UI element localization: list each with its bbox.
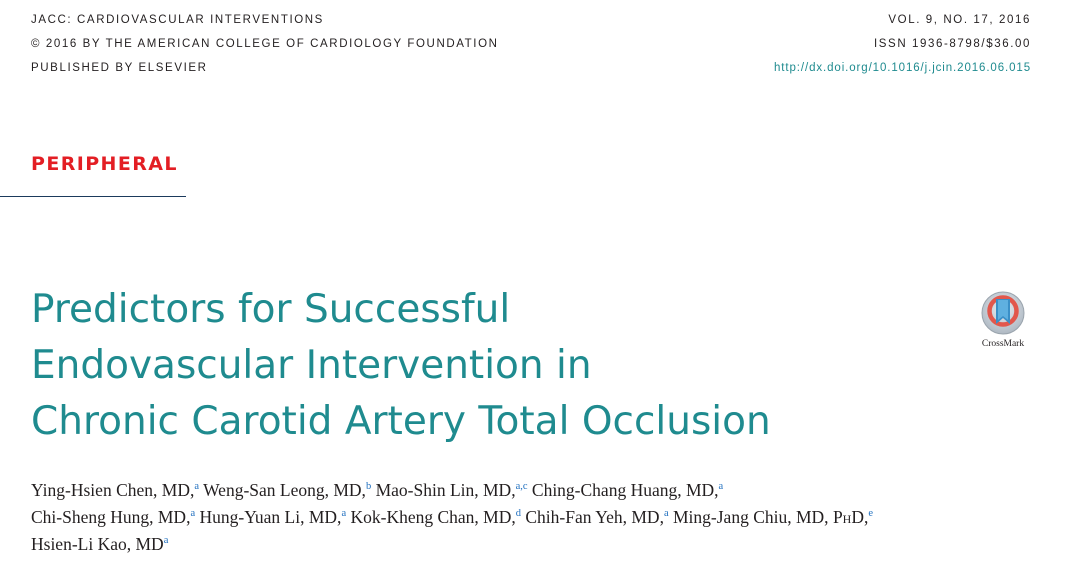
affiliation-marker[interactable]: a	[163, 535, 169, 546]
journal-name: JACC: CARDIOVASCULAR INTERVENTIONS	[31, 14, 324, 26]
affiliation-marker[interactable]: e	[868, 508, 874, 519]
author-line-3	[31, 531, 1051, 558]
title-line-3: Chronic Carotid Artery Total Occlusion	[31, 399, 771, 444]
author-list	[31, 477, 1051, 558]
issn-info: ISSN 1936-8798/$36.00	[873, 38, 1031, 50]
crossmark-icon	[980, 290, 1026, 336]
author-line-1	[31, 477, 1051, 504]
volume-info: VOL. 9, NO. 17, 2016	[888, 14, 1031, 26]
author-name: Hsien-Li Kao, MD	[31, 534, 164, 554]
section-divider	[0, 196, 186, 197]
author-name: Chih-Fan Yeh, MD,	[525, 507, 664, 527]
affiliation-marker[interactable]: d	[515, 508, 521, 519]
crossmark-label: CrossMark	[981, 339, 1025, 349]
section-label: PERIPHERAL	[31, 153, 178, 175]
doi-link[interactable]: http://dx.doi.org/10.1016/j.jcin.2016.06.015	[774, 62, 1031, 74]
title-line-1: Predictors for Successful	[31, 287, 511, 332]
author-name: Ming-Jang Chiu, MD,	[673, 507, 829, 527]
author-name: Kok-Kheng Chan, MD,	[350, 507, 516, 527]
affiliation-marker[interactable]: a	[194, 481, 199, 492]
author-line-2: Chi-Sheng Hung, MD,$^a$ Hung-Yuan Li, MD,$^a$ Kok-Kheng Chan, MD,$^d$ Chih-Fan Yeh, MD,$^a$ Ming-Jang Chiu, MD, PhD,$^e$	[31, 507, 874, 527]
article-title	[31, 282, 961, 450]
crossmark-badge[interactable]	[972, 290, 1034, 349]
affiliation-marker[interactable]: a,c	[515, 481, 528, 492]
author-name: Hung-Yuan Li, MD,	[199, 507, 342, 527]
author-name: Mao-Shin Lin, MD,	[375, 480, 516, 500]
author-name: Chi-Sheng Hung, MD,	[31, 507, 191, 527]
author-name: Ching-Chang Huang, MD,	[531, 480, 719, 500]
copyright-line: © 2016 BY THE AMERICAN COLLEGE OF CARDIOLOGY FOUNDATION	[31, 38, 499, 50]
publisher-line: PUBLISHED BY ELSEVIER	[31, 62, 208, 74]
author-name: Weng-San Leong, MD,	[203, 480, 366, 500]
affiliation-marker[interactable]: b	[365, 481, 372, 492]
title-line-2: Endovascular Intervention in	[31, 343, 592, 388]
affiliation-marker[interactable]: a	[341, 508, 347, 519]
affiliation-marker[interactable]: a	[663, 508, 669, 519]
affiliation-marker[interactable]: a	[718, 481, 724, 492]
affiliation-marker[interactable]: a	[190, 508, 196, 519]
author-name: Ying-Hsien Chen, MD,	[31, 480, 195, 500]
author-degree: PhD	[832, 507, 864, 527]
